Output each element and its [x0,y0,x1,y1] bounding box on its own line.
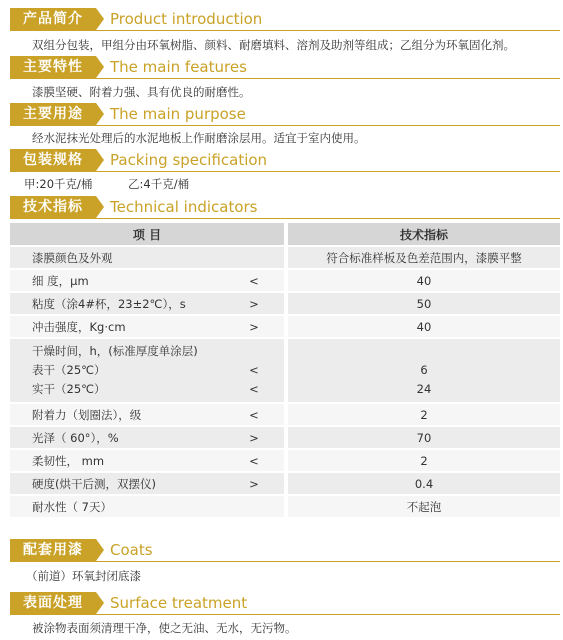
row-sym: < [224,403,284,426]
features-text: 漆膜坚硬、附着力强、具有优良的耐磨性。 [32,85,251,99]
row-sym: < [224,449,284,472]
row-value: 不起泡 [288,495,560,518]
table-row-drying [10,338,560,403]
row-item: 耐水性（ 7天） [10,495,224,518]
row-sym: > [224,292,284,315]
section-header-packing [10,149,560,171]
row-value: 40 [288,269,560,292]
section-title-en: Product introduction [110,10,263,28]
table-row [10,292,560,315]
section-header-features [10,56,560,78]
row-sym: > [224,315,284,338]
section-header-surface [10,592,560,614]
section-rule [10,125,560,126]
section-rule [10,78,560,79]
row-value: 符合标准样板及色差范围内，漆膜平整 [288,246,560,269]
section-title-en: The main features [110,58,247,76]
row-value: 50 [288,292,560,315]
section-tag: 主要用途 [10,103,96,125]
spec-table [10,223,560,519]
row-value: 2 [288,403,560,426]
row-value: 40 [288,315,560,338]
row-sym [224,246,284,269]
row-sym: > [224,472,284,495]
drying-surface-value: 6 [420,363,428,377]
section-tag: 配套用漆 [10,539,96,561]
row-sym: < [224,269,284,292]
row-value: 70 [288,426,560,449]
section-tag: 技术指标 [10,196,96,218]
table-row [10,495,560,518]
section-tag: 主要特性 [10,56,96,78]
section-title-en: The main purpose [110,105,246,123]
section-header-technical [10,196,560,218]
table-row [10,449,560,472]
section-title-en: Coats [110,541,153,559]
intro-text: 双组分包装，甲组分由环氧树脂、颜料、耐磨填料、溶剂及助剂等组成；乙组分为环氧固化剂。 [32,38,515,52]
table-row [10,426,560,449]
row-value: 0.4 [288,472,560,495]
coats-text: （前道）环氧封闭底漆 [26,569,141,583]
header-item: 项 目 [10,223,284,246]
section-tag: 产品简介 [10,8,96,30]
packing-b: 乙:4千克/桶 [128,177,190,191]
drying-syms [224,338,284,403]
drying-surface-sym: < [249,363,259,377]
section-rule [10,614,560,615]
row-item: 粘度（涂4#杯，23±2℃），s [10,292,224,315]
row-sym [224,495,284,518]
row-item: 柔韧性， mm [10,449,224,472]
drying-title: 干燥时间，h，(标准厚度单涂层) [32,344,198,358]
drying-hard-value: 24 [416,382,432,396]
table-row [10,269,560,292]
drying-items [10,338,224,403]
section-header-intro [10,8,560,30]
section-tag: 包装规格 [10,149,96,171]
section-title-en: Surface treatment [110,594,248,612]
packing-a: 甲:20千克/桶 [24,177,93,191]
drying-values [288,338,560,403]
section-tag: 表面处理 [10,592,96,614]
drying-surface-item: 表干（25℃） [32,363,106,377]
table-row [10,315,560,338]
row-item: 硬度(烘干后测，双摆仪) [10,472,224,495]
row-item: 附着力（划圈法），级 [10,403,224,426]
table-row [10,403,560,426]
row-item: 冲击强度，Kg·cm [10,315,224,338]
row-value: 2 [288,449,560,472]
drying-hard-sym: < [249,382,259,396]
row-item: 漆膜颜色及外观 [10,246,224,269]
purpose-text: 经水泥抹光处理后的水泥地板上作耐磨涂层用。适宜于室内使用。 [32,131,366,145]
section-header-purpose [10,103,560,125]
header-value: 技术指标 [288,223,560,246]
row-sym: > [224,426,284,449]
row-item: 细 度，μm [10,269,224,292]
table-row [10,472,560,495]
table-row [10,246,560,269]
section-rule [10,561,560,562]
surface-text: 被涂物表面须清理干净，使之无油、无水，无污物。 [32,621,297,635]
section-rule [10,218,560,219]
section-rule [10,30,560,31]
table-header-row [10,223,560,246]
section-rule [10,171,560,172]
row-item: 光泽（ 60°），% [10,426,224,449]
drying-hard-item: 实干（25℃） [32,382,106,396]
section-title-en: Technical indicators [110,198,258,216]
section-header-coats [10,539,560,561]
section-title-en: Packing specification [110,151,268,169]
